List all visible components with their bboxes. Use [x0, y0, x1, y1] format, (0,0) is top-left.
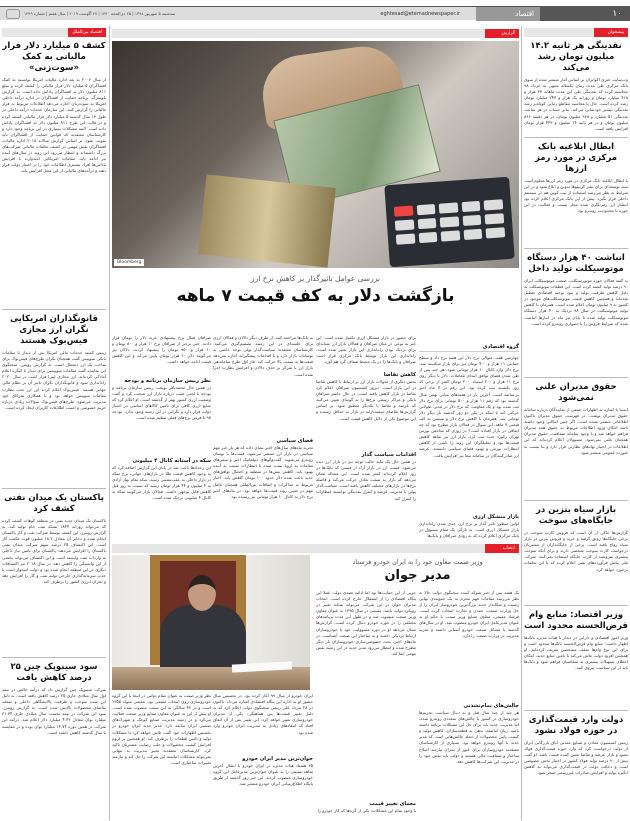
article-headline[interactable]: انباشت ۴۰ هزار دستگاه موتوسیکلت تولید داخل: [527, 253, 625, 274]
main-column-3: [213, 335, 313, 541]
article: [524, 711, 628, 821]
byline: گروه اقتصادی: [419, 343, 519, 352]
article: [524, 378, 628, 500]
desk: [112, 667, 310, 690]
bottom-photo: [112, 555, 310, 690]
article-headline[interactable]: پاکستان یک میدان نفتی کشف کرد: [4, 493, 104, 514]
section-tag-bar: [112, 544, 519, 553]
subheading: جوان‌ترین مدیر ایران خودرو: [242, 756, 313, 762]
main-photo: [112, 41, 519, 268]
page-header: [0, 6, 630, 20]
body-text: ایران خودرو از سال ۹۹ آغاز کرده بود. در نخستین سال حضور او به اداره این بنگاه اقتصادی اشاره می‌داد. تاکنون در ۲۸ مرداد علی ربیعی سخنگوی دولت اعلام کرد که به دلیل تغییر قیمت‌ها بین هماهنگی، یکی از مدیران خودروسازی تغییر خواهد کرد. این تغییر پس از آن اتفاق افتاد که انتقادهای زیادی به مدیریت ایران خودرو وارد شده بود.: [213, 693, 313, 735]
article: [524, 37, 628, 137]
article: [2, 658, 106, 808]
article-body: وزیر امور اقتصادی و دارایی در دیدار با هیات مدیره بانک‌ها اظهار داشت: منابع وام قرض‌الحسنه بانک‌ها محدود است و برای این نوع وام‌ها سقف مشخصی تعریف کرده‌ایم. او همچنین افزود دولت تلاش می‌کند با تامین منابع جدید، امکان اعطای تسهیلات بیشتری به متقاضیان فراهم شود و بانک‌ها باید از این سیاست پیروی کنند.: [524, 635, 628, 671]
bottom-column-2: [316, 590, 416, 818]
section-tag: اقتصاد بین‌الملل: [68, 28, 106, 37]
main-column-4: [112, 335, 211, 541]
body-text: جزیی از این حمایت‌ها بود اما ادامه تصدی دولت عملا این بنگاه اقتصادی را از استقلال خارج کرده است. انتخاب مدیران جوان در این شرکت می‌تواند نشانه تغییر در رویکرد دولت باشد. مقیمی در سال ۱۳۹۵ به عنوان معاون وزیر صنعت منصوب شد و در طول این مدت برنامه‌های مختلفی را در حوزه خودرو دنبال کرده است. گزارش‌ها نشان می‌دهد او در دوره مسوولیت خود با خودروسازان ارتباط نزدیکی داشته و به ساختار این صنعت آشناست. در ماه‌های اخیر، بحث خصوصی‌سازی خودروسازان بار دیگر مطرح شده و انتظار می‌رود مدیر جدید در این زمینه نقش مهمی ایفا کند.: [316, 590, 416, 656]
body-text: یک هفته پس از خبر شوکه کننده سخنگوی دولت حالا به نظر می‌رسد مقامات فهم مجرم به یک جمع‌بندی نهایی رسیده و سکاندار جدید بزرگ‌ترین خودروساز ایران را از حل وزارت صنعت، معدن و تجارت انتخاب کرده است. فرشاد مقیمی، معاون صنایع وزیر صمت با حکم او به عنوان مدیرعامل ایران خودرو منصوب شد. او در سال‌های گذشته با مسائل صنعت خودرو آشنایی داشته و تجربه مدیریت در وزارت صنعت را دارد.: [419, 590, 519, 638]
bottom-kicker: وزیر صمت معاون خود را به ایران خودرو فرستاد: [352, 558, 483, 566]
person-head: [188, 575, 216, 611]
article: [524, 249, 628, 377]
section-name: اقتصاد: [476, 7, 540, 21]
subheading: نظر رییس سازمان برنامه و بودجه: [124, 378, 211, 384]
article-headline[interactable]: کشف ۵ میلیارد دلار فرار مالیاتی به کمک «سوت‌زنی»: [2, 41, 106, 73]
article-headline[interactable]: حقوق مدیران علنی نمی‌شود: [535, 382, 617, 403]
date-line: سه‌شنبه ۵ شهریور ۱۳۹۸ | ۲۵ ذی‌الحجه ۱۴۴۰ | ۲۷ آگوست ۲۰۱۹ | سال هفتم | شماره ۱۴۴۹: [24, 11, 176, 16]
article-body: گزارش‌ها حاکی از آن است که فروش کارت سوخت در برخی جایگاه‌ها رونق گرفته و خرید و فروش بنزین در بازار سیاه رواج یافته است. برخی از جایگاه‌داران از مشتریان درخواست کارت سوخت شخصی دارند و برای آنکه سوخت بیشتری بفروشند از کارت جایگاه استفاده نمی‌کنند. شرکت ملی پخش فرآورده‌های نفتی اعلام کرده که با این تخلفات برخورد خواهد کرد.: [524, 530, 628, 572]
body-text: با وجود تمام این مشکلات، یکی از گره‌ها که کار خودرو را: [317, 808, 416, 813]
page-number: ۱۰: [540, 7, 630, 21]
body-text: این رخدادها باعث شد در پایان این گزارش اضافه کرد که به وجود کاهش قیمت طلا در بازارهای جهانی، نرخ سکه در بازار داخلی به عقب‌نشینی رسید. سکه تمام بهار آزادی به ۴ میلیون و ۴۴ هزار تومان رسید که نسبت به روز قبل کاهش قابل توجهی داشت. فعالان بازار می‌گویند سکه به کانال ۴ میلیونی نزدیک شده است.: [112, 465, 211, 501]
body-text: در همین حال یک نکته جالب توجه نیز در بازار ارز دیده می‌شود. قیمت ارز در بازار آزاد از قیمتی که بانک‌ها در روز اعلام کرده‌اند کمتر شده است. این مساله نشان می‌دهد که بازار به سمت تعادل حرکت می‌کند و فاصله نرخ‌ها در بازارهای مختلف کاهش یافته است. سیاست‌گذار پولی با مدیریت عرضه و کنترل نقدینگی توانسته انتظارات را کنترل کند.: [316, 459, 416, 501]
body-text: چهارمین هفت متوالی نرخ دلار این هفته نرخ داد و سطح حمایتی ۱۱ هزار و ۴۰۰ تومان نیز برای بازار شکسته شد. نرخ دلار وارد کانال ۱۰ هزار تومانی شود. هر چند پس از طی شدن فضای توافق ابتدای معاملات، دلار با دیگر روی نرخ ۱۱ هزار و ۲۰۰ ایستاد. ۳۰۰ تومان کمتر از نرخی که روز یکشنبه ثبت کرده بود. این رقم در ۷ ماه اخیر بی‌سابقه است. آخرین بار در هفته‌های میانی بهمن سال گذشته بود که رقم ۱۱ هزار و ۵۰۰ تومانی برای نرخ دلار ثبت شده بود و یک مقاومت که نرخ دلار در مدتی طولانی حرکتی کند تا اینکه در یکی دو روز گذشته بار دیگر دلار تومانی شد. همزمان با کاهش نرخ دلار و سیمین به کف قیمتی ۷ ماهه، این سوال در فعالان بازار مطرح بود که چه اتفاقی در بازار افتاده است؟ در روزی که شاخص بورس تهران رکورد جدید ثبت کرد، بازار ارز نیز شاهد کاهش قیمت‌ها بود و تحلیلگران این روند را ناشی از کاهش انتظارات تورمی و بهبود فضای سیاسی دانستند. عرضه ارز صادرکنندگان در سامانه نیما نیز افزایش یافت.: [419, 355, 519, 458]
article-headline[interactable]: ابطال ابلاغیه بانک مرکزی در مورد رمز ارزها: [535, 142, 617, 174]
article-body: ایسنا با اشاره به اظهارات جمعی از نمایندگان درباره سامانه حقوق مدیران نوشت: در فهرست حقوق مدیران تاکنون اطلاعاتی منتشر نشده است. اگر چنین امکانی وجود داشته باشد امکان ورود اطلاعات مربوط به حقوق همه مدیران فراهم خواهد شد و با وجود سامانه شفافیت، حقوق مدیران همچنان علنی نمی‌شود. مسوولان اعلام کرده‌اند که این اطلاعات در اختیار نهادهای نظارتی قرار دارد و بنا نیست به صورت عمومی منتشر شود.: [524, 407, 628, 455]
article-body: با ابطال ابلاغیه بانک مرکزی در مورد رمز ارزها معلوم است سند توسعه‌ای برای نشر کریپتوها تدوین و ابلاغ شود و در این شرایط به نظر می‌رسد استفاده از بیت کوین هم در سیستم داخلی قرار بگیرد. پیش از این بانک مرکزی اعلام کرده بود انتشار ارز رمزنگاری شده مجاز نیست و فعالیت در این حوزه با محدودیت روبه‌رو بود.: [524, 178, 628, 214]
right-column: [524, 28, 628, 821]
article: [524, 138, 628, 248]
subheading: فضای سیاسی: [276, 438, 313, 444]
main-headline[interactable]: بازگشت دلار به کف قیمت ۷ ماهه: [176, 286, 455, 306]
article: [524, 501, 628, 605]
article-body: از سال ۲۰۰۶ به بعد اداره مالیات امریکا توانسته به کمک افشاگران ۵ میلیارد دلار فرار مالیاتی را کشف کرده و مبلغ ۸۱۱ میلیون دلار به افشاگران پاداش داده است. به گزارش بلومبرگ، برنامه حمایت از افشاگران در اداره درآمد داخلی امریکا به سوت‌زنان اجازه می‌دهد اطلاعات مربوط به فرار مالیاتی را گزارش کنند. این سازمان خدمات درآمد داخلی در طول ۱۳ سال گذشته ۵ میلیارد دلار فرار مالیاتی کشف کرده و در قالب این طرح ۸۱۱ میلیون دلار به افشاگران پاداش داده است. البته مشکلات بسیاری در این برنامه وجود دارد و کارشناسان معتقدند که قوانین حمایت از افشاگران باید تقویت شود. بر اساس گزارش سالانه ۲۰۱۸ اداره مالیات، افشاگران نقش مهمی در کشف تخلفات مالیاتی شرکت‌های بزرگ داشته‌اند و انتظار می‌رود این روند در سال‌های آینده نیز ادامه یابد. مقامات امریکایی امیدوارند با افزایش پاداش‌ها افراد بیشتری اطلاعات خود را در اختیار دولت قرار دهند و درآمدهای مالیاتی از این محل افزایش یابد.: [2, 77, 106, 174]
article-body: پاکستان یک میدان جدید نفتی در منطقه کوهات کشف کرده که می‌تواند روزانه ۱۸۴۴ بشکه نفت خام تولید کند. به گزارش رویترز، این کشف توسط شرکت نفت و گاز پاکستان انجام شده و ذخایر آن معادل ۱۸.۲ میلیون فوت مکعب گاز است. این اکتشاف ۲۵ درصد سهم شرکت میدان نفتی پاکستان را افزایش می‌دهد. پاکستان برای تامین نیاز داخلی به واردات نفت وابسته است و این اکتشاف می‌تواند بخشی از این وابستگی را کاهش دهد. در سال ۲۰۱۸ نیز اکتشافات دیگری در این منطقه انجام شده بود و دولت امیدوار است با جذب سرمایه‌گذاری خارجی تولید نفت و گاز را افزایش دهد و بحران انرژی کشور را برطرف کند.: [2, 518, 106, 584]
article-body: رییس کمیسیون معادن و صنایع معدنی اتاق بازرگانی ایران از دولت درخواست کرد که وارد حوزه قیمت‌گذاری فولاد نشود و بازار عرضه و تقاضا تعیین کننده قیمت باشد. او گفت بیش از ۹۰ درصد تولید فولاد کشور در اختیار بخش خصوصی است و دخالت دولت در قیمت‌گذاری می‌تواند به کاهش انگیزه تولید و افزایش صادرات غیررسمی منجر شود.: [524, 740, 628, 776]
section-tag: پیشخوان: [594, 28, 628, 37]
bottom-column-1: [419, 590, 519, 818]
bottom-headline[interactable]: مدیر جوان: [384, 568, 451, 583]
body-text: در همین حال محمدباقر نوبخت رییس سازمان برنامه و بودجه با لحنی مثبت درباره بازار ارز صحبت کرد و گفت وضعیت ارزی کشور بهتر از گذشته است. او اعلام کرد که منابع ارزی کافی برای تامین کالاهای اساسی در اختیار دولت قرار دارد و نگرانی در این زمینه وجود ندارد. بودجه ۹۸ با فرض نرخ‌های فعلی تنظیم شده است.: [112, 385, 211, 421]
subheading: بازار متشکل ارزی: [472, 514, 519, 520]
article-body: رییس کمیته خدمات مالی امریکا پس از دیدار با مقامات بانکی سوییس گفت همچنان نگران طرح‌های فیس‌بوک برای ساخت یک ارز دیجیتال است. به گزارش رویترز، سخنگوی این نماینده گفت مقامات سوییسی برای دیدار با کنگره اعلام آمادگی کرده‌اند. ارز مجازی لیبرا قرار است در سال ۲۰۲۰ راه‌اندازی شود و قانونگذاران نگران تاثیر آن بر نظام مالی جهانی هستند. فیس‌بوک اعلام کرده این ارز تحت نظارت مقامات سوییس خواهد بود و با همکاری شرکای خود مدیریت می‌شود. طرح‌های فیس‌بوک سوالات زیادی درباره حریم خصوصی و امنیت اطلاعات کاربران ایجاد کرده است.: [2, 350, 106, 410]
article-body: وب‌سایت خبری اکوایران بر اساس آمار منتشر شده از سوی بانک مرکزی طی مدت زمان یکساله منتهی به خرداد ۹۸ محاسبه کرده که نقدینگی طی این مدت ماهانه ۳۷ هزار و ۴۱۸ میلیارد تومان و روزانه یک هزار و ۲۴۷ میلیارد تومان رشد کرده است. حال با محاسبه مقاطع زمانی کوتاه‌تر رشد نقدینگی بیشتر خودنمایی می‌کند. بنابر حساب در هر ساعت نقدینگی ۵۱ میلیارد و ۹۶۸ میلیون تومان، در هر دقیقه ۸۶۶ میلیون تومان و در هر ثانیه ۱۴ میلیون و ۴۴۳ هزار تومان افزایش یافته است.: [524, 77, 628, 131]
section-tag: انتخاب: [485, 544, 519, 553]
article-headline[interactable]: نقدینگی هر ثانیه ۱۴.۲ میلیون تومان رشد می‌کند: [530, 41, 622, 73]
section-tag-bar: [112, 29, 519, 38]
body-text: برای حضور در بازار متشکل ارزی تکمیل شده است. این خبر به نوعی در میان صرافان و فعالان بازار ارز نشانه‌ای برای نزدیک بودن راه‌اندازی این بازار تعبیر شده است. راه‌اندازی این بازار توسط بانک مرکزی قرار است صرافان و بانک‌ها را در یک محیط شفاف گرد هم آورد.: [316, 335, 416, 365]
main-kicker: بررسی عوامل تاثیرگذار بر کاهش نرخ ارز: [251, 274, 380, 283]
body-text: نظر وزیر صمت به عنوان مقام دولتی در اینجا با این گروه خودروسازی روی انتخاب مقیمی بود. مقیمی متولد ۱۳۵۵ است و در ۴۳ سالگی به این سمت منصوب شده است. او پیش از این به عنوان معاون صنایع وزیر صنعت فعالیت می‌کرد و در زمینه مدیریت صنایع کوچک و شهرک‌های صنعتی ایران سابقه دارد. مدیر جدید ایران خودرو در نخستین اظهارات خود گفت تلاش خواهد کرد تا مشکلات تولید و تامین قطعات را برطرف کند. او همچنین بر لزوم افزایش کیفیت محصولات و جلب رضایت مشتریان تاکید کرد. کارشناسان معتقدند تغییر مدیریت به تنهایی نمی‌تواند مشکلات انباشته این شرکت را حل کند و نیازمند تغییرات ساختاری است.: [112, 693, 211, 766]
column-divider: [521, 26, 522, 820]
section-tag-bar: [524, 28, 628, 37]
body-text: به بانک‌ها مراجعه کنند. از طرف دیگر دلالان و فعالان ارزی برای جلسه‌ای در این زمینه تصمیم‌گیری می‌کنند. کارشناسان معتقدند سیاست‌گذار پولی توجه خاصی به نوسانات بازار دارد و با اقدامات پیشگیرانه اجازه نمی‌دهد قیمت‌ها به سمت بالا حرکت کند. فاز اول طرح ساماندهی بازار ارز با تمرکز بر حذف دلالان و افزایش نظارت اجرا شده است.: [213, 335, 313, 377]
subheading: اقدامات سیاست گذار: [361, 452, 416, 458]
article: [2, 310, 106, 488]
section-tag: گزارش: [485, 29, 519, 38]
article-body: شرکت سینوپک چین گزارش داد که درآمد خالص در نیمه اول سال میلادی جاری ۲۵ درصد کاهش یافته است. به دلیل این شده سوخت و ظرفیت پالایشگاهی داخلی و ضعف تقاضای محصولات پالایش شده است. به گزارش رویترز، سود این شرکت در نیمه نخست سال میلادی جاری ۳۱.۳۴ میلیارد یوان معادل ۴.۴۲ میلیارد دلار اعلام شد. درآمد این شرکت در همین دوره ۱۴.۷۴ میلیارد یوان بوده و در مقایسه با سال گذشته کاهش داشته است.: [2, 687, 106, 735]
main-column-2: [316, 335, 416, 541]
main-column-1: [419, 335, 519, 541]
email-address[interactable]: eghtesad@etemadnewspaper.ir: [380, 11, 460, 17]
subheading: کاهش تقاضا: [383, 372, 416, 378]
bottom-column-3: [213, 693, 313, 818]
article: [2, 37, 106, 309]
article: [2, 489, 106, 657]
bottom-column-4: [112, 693, 211, 818]
body-text: ۳۵ هشتاد هیات مدیره در ایران خودرو با انتقال آخرین شاهد مقیمی را به عنوان جوان‌ترین مدیرعامل این گروه خودروسازی منصوب کردند. این خبر روز گذشته از طریق پایگاه اطلاع‌رسانی ایران خودرو منتشر شد.: [213, 763, 313, 787]
body-text: اولین منظور تاثیر گذار بر نرخ ارز، جدی شدن راه‌اندازی بازار متشکل ارزی است. به تازگی یک مقام مسوول در بانک مرکزی اعلام کرده که به زودی صرافان و بانک‌ها: [419, 521, 519, 539]
article-headline[interactable]: دولت وارد قیمت‌گذاری در حوزه فولاد نشود: [528, 715, 624, 736]
article-body: به گفته فعالان حوزه موتورسیکلت، صنعت موتوسیکلت ایران ۹۰ درصد تولید کشته کرده است. این قطعات موتوسیکلت به دلیل کاهش ظرفیت تولید و نبود توجیه اقتصادی تعطیل شده‌اند و همچنین کاهش قیمت موتوسیکلت‌های موجود در کشور به ۹ میلیون تومان اعلام شده است. همزمان با کاهش تولید موتوسیکلت در سال ۹۸ نزدیک به ۴۰ هزار دستگاه موتوسیکلت تولید شده تا پایان تیر ماه در انبارها انباشت شده که شرایط فروش را با دشواری روبه‌رو کرده است.: [524, 278, 628, 326]
body-text: صرافان فعال نرخ پیشنهادی خرید دلار را تومان قرار دادند. حتی برخی از صرافان نرخ ۱۰ هزار و ۸۰۰ تومان و ۱۰ هزار و ۹۵۰ تومان را پیشنهاد کردند. دلالان نیز می‌گویند دلار ۱۰ هزار تومان پایین می‌آید و این کاهش قیمت ادامه خواهد داشت.: [112, 335, 211, 365]
column-divider: [109, 26, 110, 820]
calculator-shape: [384, 177, 514, 268]
left-column: [2, 28, 106, 808]
article-headline[interactable]: سود سینوپک چین ۲۵ درصد کاهش یافت: [10, 662, 98, 683]
subheading: چالش‌های تمام‌نشدنی: [463, 703, 519, 709]
counter-tray: [198, 174, 336, 267]
article: [524, 606, 628, 710]
body-text: هر چند از چند سال قبل و به دنبال سیاست تحریم‌ها خودروسازی در کشور با چالش‌های متعددی روبه‌رو شده، اما مدیریت جدید باید برای حل این مشکلات برنامه داشته باشد. زیان انباشته، بدهی به قطعه‌سازان، کاهش تولید و کیفیت پایین محصولات از جمله چالش‌هایی است که مدیر جدید با آنها روبه‌رو خواهد بود. بسیاری از کارشناسان معتقدند خودروسازان برای عبور از بحران نیازمند اصلاح ساختار و شفافیت مالی هستند و دولت باید نقش خود را در مدیریت این شرکت‌ها کاهش دهد.: [419, 710, 519, 764]
body-text: تجربه ماه‌های سال‌های اخیر نشان داده که هر بار خبر مهم سیاسی در بازار ارز منتشر می‌شود، قیمت‌ها با نوسان روبه‌رو می‌شوند. گفت‌وگوهای دیپلماتیک اخیر و سفرهای مقامات به اروپا سبب شده تا انتظارات نسبت به آینده بهبود یابد. کاهش تنش‌ها در منطقه و احتمال توافق‌های جدید باعث شده دلار حدود ۱۰۰ تومان کاهش یابد. اخبار مربوط به مذاکرات و اتفاقات بین‌المللی همچنان عامل مهم در تعیین روند قیمت‌ها خواهد بود. در ماه‌های اخیر نرخ دلار به کانال ۱۰ هزار تومانی نیز رسیده بود.: [213, 445, 313, 499]
body-text: بخش دیگری از تحولات بازار ارز بر ارتباط با کاهش تقاضا در این بازار است. دیروز کمیسیون صرافان اعلام کرد تقاضا در بازار کاهش یافته است. در حال حاضر صرافان بانکی و مراکز رسمی نرخ‌ها را به گونه‌ای تعیین می‌کنند که عرضه و تقاضا با یکدیگر منطبق شود. بر اساس گزارش‌ها تقاضای سفته‌بازانه در بازار به حداقل رسیده و این موضوع یکی از دلایل کاهش قیمت است.: [316, 379, 416, 421]
subheading: سکه در آستانه کانال ۴ میلیونی: [132, 458, 211, 464]
newspaper-logo: [6, 9, 20, 19]
article-headline[interactable]: وزیر اقتصاد: منابع وام قرض‌الحسنه محدود است: [524, 610, 628, 631]
article-headline[interactable]: بازار سیاه بنزین در جایگاه‌های سوخت: [535, 505, 617, 526]
photo-credit: Bloomberg: [114, 259, 144, 266]
subheading: معمای تغییر قیمت: [369, 801, 416, 807]
article-headline[interactable]: قانونگذاران امریکایی نگران ارز مجازی فیس‌بوک هستند: [10, 314, 98, 346]
section-tag-bar: [2, 28, 106, 37]
